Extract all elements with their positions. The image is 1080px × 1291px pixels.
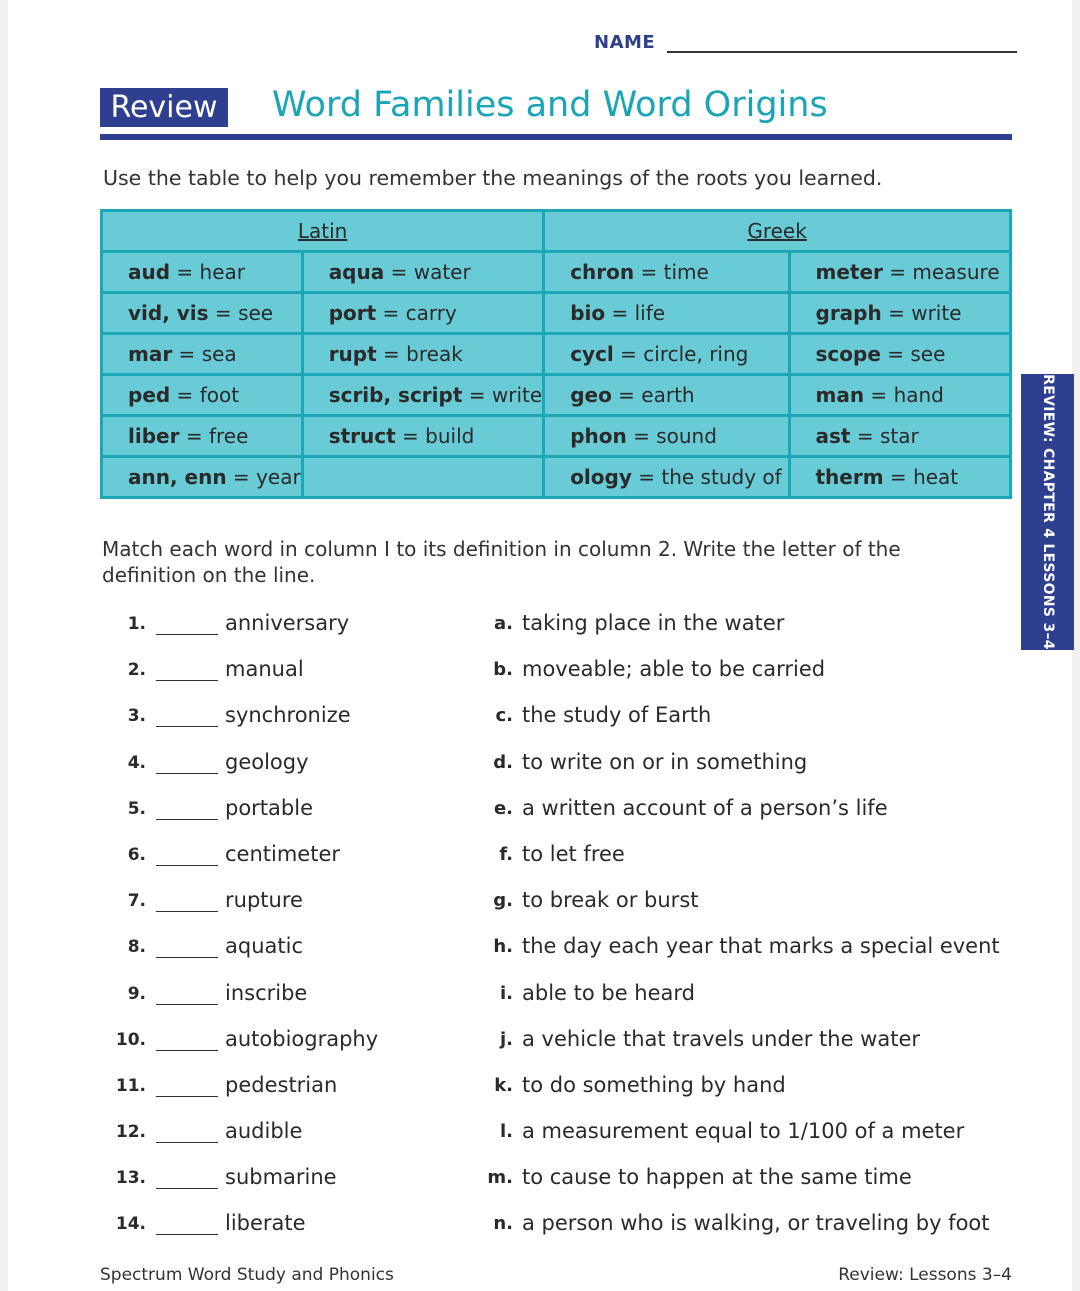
definition-text: to let free <box>522 841 625 866</box>
definition-text: taking place in the water <box>522 611 785 635</box>
item-number: 5. <box>127 798 146 819</box>
equals-sign: = <box>881 301 912 325</box>
root-meaning: free <box>208 424 249 448</box>
root-meaning: sea <box>201 342 237 366</box>
equals-sign: = <box>605 301 635 325</box>
root-cell <box>789 252 1011 293</box>
root-meaning: circle, ring <box>643 342 749 366</box>
item-number: 14. <box>115 1214 146 1235</box>
root-word: scrib, script <box>328 383 463 407</box>
answer-blank[interactable] <box>156 1234 218 1235</box>
root-cell <box>789 334 1011 375</box>
item-word: rupture <box>225 888 303 913</box>
root-meaning: hear <box>199 260 246 284</box>
root-word: liber <box>128 424 180 448</box>
match-item <box>100 1068 1020 1114</box>
root-word: mar <box>128 342 173 366</box>
root-meaning: sound <box>656 424 717 448</box>
root-word: cycl <box>570 342 614 366</box>
root-cell <box>544 416 789 457</box>
equals-sign: = <box>170 260 200 284</box>
match-item <box>100 1206 1020 1252</box>
root-word: therm <box>815 465 884 489</box>
item-word: geology <box>225 749 309 774</box>
root-word: ann, enn <box>128 465 227 489</box>
match-item <box>100 837 1020 883</box>
match-item <box>100 929 1020 975</box>
definition-letter: j. <box>499 1028 513 1050</box>
table-row <box>102 375 1011 416</box>
table-row <box>102 416 1011 457</box>
root-meaning: earth <box>641 383 695 407</box>
definition-letter: f. <box>499 843 513 865</box>
definition-letter: e. <box>493 797 513 819</box>
root-cell <box>544 252 789 293</box>
root-word: graph <box>815 301 882 325</box>
item-number: 2. <box>127 660 146 681</box>
root-cell <box>302 457 544 498</box>
root-meaning: break <box>406 342 463 366</box>
latin-header: Latin <box>102 211 544 252</box>
item-number: 4. <box>127 752 146 773</box>
item-number: 7. <box>127 891 146 912</box>
root-cell <box>102 252 303 293</box>
answer-blank[interactable] <box>156 773 218 774</box>
root-cell <box>302 293 544 334</box>
root-word: meter <box>815 260 883 284</box>
root-cell <box>789 375 1011 416</box>
answer-blank[interactable] <box>156 726 218 727</box>
item-number: 12. <box>115 1122 146 1143</box>
definition-letter: b. <box>493 659 513 681</box>
root-word: ology <box>570 465 632 489</box>
root-cell <box>544 375 789 416</box>
root-meaning: measure <box>912 260 1000 284</box>
definition-text: a person who is walking, or traveling by foot <box>522 1211 990 1236</box>
equals-sign: = <box>880 342 911 366</box>
match-item <box>100 791 1020 837</box>
definition-text: to cause to happen at the same time <box>522 1165 912 1190</box>
definition-text: to write on or in something <box>522 749 808 774</box>
match-item <box>100 1022 1020 1068</box>
equals-sign: = <box>634 260 664 284</box>
definition-text: the day each year that marks a special event <box>522 934 1000 959</box>
item-number: 6. <box>127 844 146 865</box>
table-row <box>102 293 1011 334</box>
equals-sign: = <box>208 301 239 325</box>
match-item <box>100 976 1020 1022</box>
equals-sign: = <box>883 465 914 489</box>
roots-table <box>100 209 1012 499</box>
equals-sign: = <box>376 301 406 325</box>
item-word: inscribe <box>225 980 308 1005</box>
root-meaning: carry <box>405 301 457 325</box>
definition-text: to do something by hand <box>522 1072 786 1097</box>
root-meaning: star <box>879 424 919 448</box>
greek-header: Greek <box>544 211 1011 252</box>
root-meaning: foot <box>199 383 240 407</box>
root-meaning: time <box>663 260 709 284</box>
definition-letter: d. <box>493 751 513 773</box>
definition-text: a vehicle that travels under the water <box>522 1026 921 1051</box>
item-number: 9. <box>127 983 146 1004</box>
root-cell <box>102 334 303 375</box>
root-cell <box>102 457 303 498</box>
root-cell <box>302 416 544 457</box>
equals-sign: = <box>384 260 414 284</box>
root-cell <box>302 334 544 375</box>
equals-sign: = <box>631 465 662 489</box>
definition-text: the study of Earth <box>522 703 712 728</box>
equals-sign: = <box>170 383 200 407</box>
match-item <box>100 883 1020 929</box>
equals-sign: = <box>850 424 880 448</box>
root-cell <box>544 293 789 334</box>
item-number: 1. <box>127 614 146 634</box>
equals-sign: = <box>611 383 642 407</box>
equals-sign: = <box>179 424 209 448</box>
root-cell <box>102 293 303 334</box>
item-number: 8. <box>127 937 146 958</box>
table-row <box>102 457 1011 498</box>
root-word: aqua <box>328 260 385 284</box>
root-meaning: life <box>634 301 666 325</box>
root-word: ast <box>815 424 851 448</box>
definition-text: to break or burst <box>522 888 699 913</box>
item-number: 11. <box>115 1075 146 1096</box>
root-meaning: heat <box>913 465 959 489</box>
definition-text: able to be heard <box>522 980 696 1005</box>
root-meaning: year <box>256 465 301 489</box>
definition-letter: n. <box>493 1213 513 1235</box>
root-word: chron <box>570 260 635 284</box>
equals-sign: = <box>376 342 407 366</box>
root-word: ped <box>128 383 171 407</box>
equals-sign: = <box>462 383 492 407</box>
answer-blank[interactable] <box>156 634 218 635</box>
item-word: portable <box>225 795 313 820</box>
match-item <box>100 606 1020 652</box>
definition-letter: k. <box>494 1074 513 1096</box>
item-word: audible <box>225 1119 303 1144</box>
answer-blank[interactable] <box>156 1096 218 1097</box>
name-line[interactable] <box>667 33 1017 53</box>
root-word: geo <box>570 383 612 407</box>
root-cell <box>302 375 544 416</box>
definition-letter: l. <box>499 1121 513 1143</box>
definition-letter: i. <box>499 982 513 1004</box>
answer-blank[interactable] <box>156 1004 218 1005</box>
item-number: 3. <box>127 706 146 727</box>
definition-letter: h. <box>493 936 513 958</box>
table-row <box>102 252 1011 293</box>
root-cell <box>102 416 303 457</box>
root-cell <box>102 375 303 416</box>
match-list <box>100 606 1020 1253</box>
roots-table-body <box>102 252 1011 498</box>
definition-text: a measurement equal to 1/100 of a meter <box>522 1119 965 1144</box>
definition-letter: c. <box>495 705 513 727</box>
root-word: man <box>815 383 865 407</box>
root-word: rupt <box>328 342 377 366</box>
definition-letter: m. <box>487 1167 513 1189</box>
title-rule <box>100 134 1012 140</box>
item-word: anniversary <box>225 611 350 635</box>
answer-blank[interactable] <box>156 1050 218 1051</box>
answer-blank[interactable] <box>156 1188 218 1189</box>
root-cell <box>789 416 1011 457</box>
review-badge: Review <box>100 88 228 127</box>
equals-sign: = <box>226 465 257 489</box>
item-word: pedestrian <box>225 1072 338 1097</box>
definition-text: moveable; able to be carried <box>522 657 826 682</box>
side-tab-label: REVIEW: CHAPTER 4 LESSONS 3–4 <box>1039 374 1056 650</box>
root-word: struct <box>328 424 396 448</box>
item-word: centimeter <box>225 841 341 866</box>
equals-sign: = <box>626 424 657 448</box>
match-item <box>100 1114 1020 1160</box>
root-meaning: write <box>911 301 962 325</box>
equals-sign: = <box>172 342 202 366</box>
root-meaning: see <box>238 301 274 325</box>
answer-blank[interactable] <box>156 865 218 866</box>
table-row <box>102 334 1011 375</box>
root-meaning: the study of <box>661 465 782 489</box>
root-meaning: see <box>910 342 946 366</box>
match-item <box>100 698 1020 744</box>
item-word: manual <box>225 657 304 682</box>
answer-blank[interactable] <box>156 1142 218 1143</box>
page-edge-left <box>0 0 8 1291</box>
match-item <box>100 1160 1020 1206</box>
footer-section: Review: Lessons 3–4 <box>838 1265 1012 1285</box>
item-number: 13. <box>115 1168 146 1189</box>
answer-blank[interactable] <box>156 819 218 820</box>
root-word: bio <box>570 301 606 325</box>
item-number: 10. <box>115 1029 146 1050</box>
root-meaning: build <box>425 424 475 448</box>
root-word: aud <box>128 260 171 284</box>
name-label: NAME <box>594 32 656 53</box>
root-word: phon <box>570 424 627 448</box>
equals-sign: = <box>864 383 894 407</box>
match-item <box>100 745 1020 791</box>
equals-sign: = <box>613 342 644 366</box>
footer-publisher: Spectrum Word Study and Phonics <box>100 1265 394 1285</box>
root-meaning: write <box>491 383 543 407</box>
definition-letter: a. <box>494 613 513 634</box>
item-word: aquatic <box>225 934 303 959</box>
item-word: submarine <box>225 1165 337 1190</box>
root-word: port <box>328 301 377 325</box>
item-word: liberate <box>225 1211 306 1236</box>
name-field <box>594 32 1017 53</box>
definition-text: a written account of a person’s life <box>522 795 888 820</box>
root-cell <box>544 457 789 498</box>
definition-letter: g. <box>493 890 513 912</box>
match-item <box>100 652 1020 698</box>
item-word: autobiography <box>225 1026 379 1051</box>
side-tab <box>1021 374 1074 650</box>
root-word: scope <box>815 342 881 366</box>
root-meaning: hand <box>893 383 944 407</box>
root-cell <box>302 252 544 293</box>
root-cell <box>544 334 789 375</box>
answer-blank[interactable] <box>156 911 218 912</box>
root-cell <box>789 293 1011 334</box>
answer-blank[interactable] <box>156 680 218 681</box>
root-meaning: water <box>413 260 471 284</box>
equals-sign: = <box>395 424 426 448</box>
root-cell <box>789 457 1011 498</box>
instructions: Match each word in column I to its definition in column 2. Write the letter of the definition on the line. <box>102 537 901 587</box>
equals-sign: = <box>882 260 913 284</box>
answer-blank[interactable] <box>156 957 218 958</box>
page-title: Word Families and Word Origins <box>272 85 828 125</box>
item-word: synchronize <box>225 703 351 728</box>
root-word: vid, vis <box>128 301 209 325</box>
intro-text: Use the table to help you remember the meanings of the roots you learned. <box>103 166 883 190</box>
